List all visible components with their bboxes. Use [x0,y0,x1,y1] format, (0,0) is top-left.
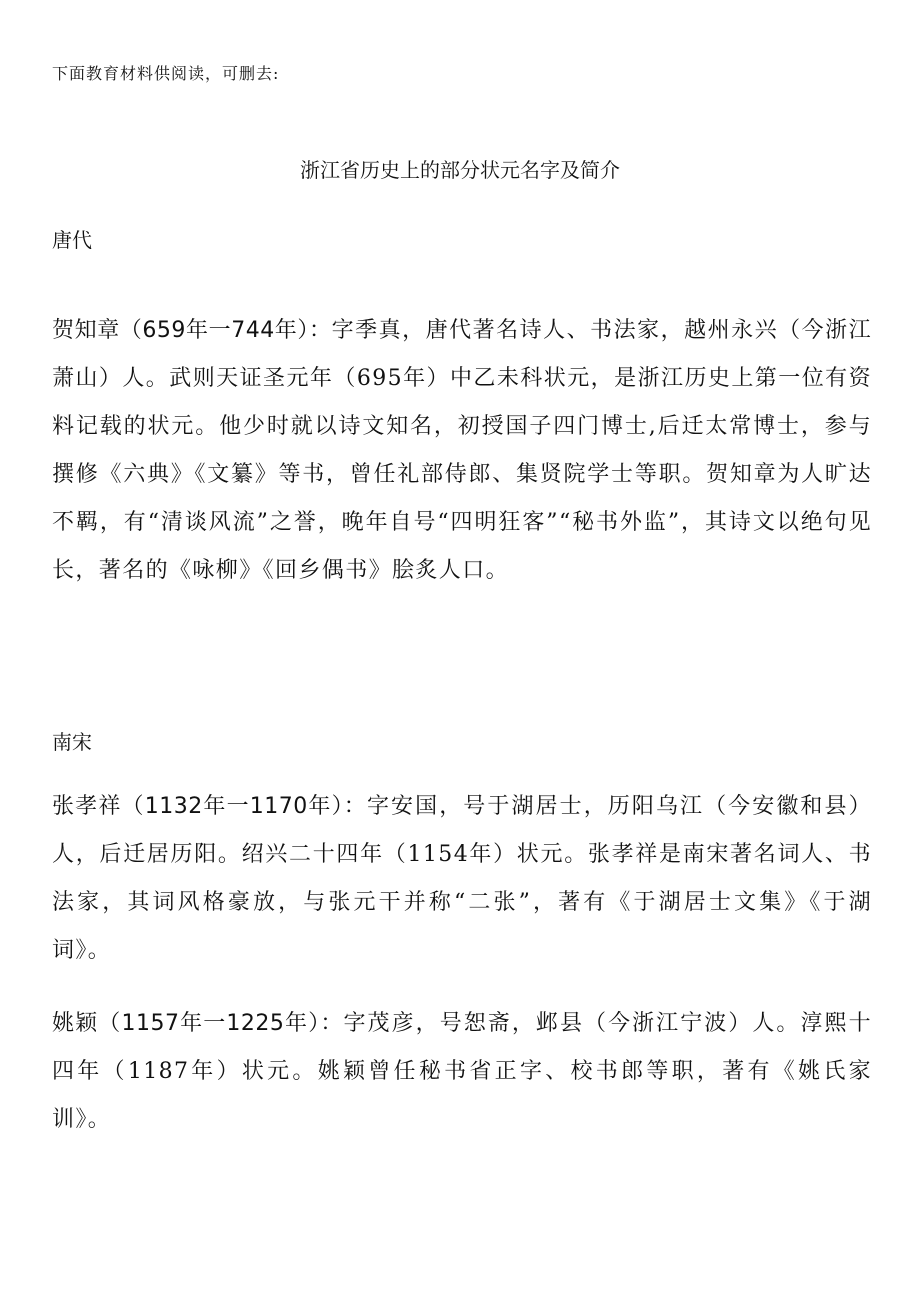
entry-he-zhizhang [52,307,872,595]
entry-zhang-xiaoxiang [52,783,872,975]
entry-text: 字安国，号于湖居士，历阳乌江（今安徽和县）人，后迁居历阳。绍兴二十四年（1154年）状元。张孝祥是南宋著名词人、书法家，其词风格豪放，与张元干并称“二张”，著有《于湖居士文集》《于湖词》。 [52,794,872,963]
entry-text: 字茂彦，号恕斋，邺县（今浙江宁波）人。淳熙十四年（1187年）状元。姚颖曾任秘书省正字、校书郎等职，著有《姚氏家训》。 [52,1011,872,1132]
document-title: 浙江省历史上的部分状元名字及简介 [300,158,620,182]
entry-name: 贺知章（659年一744年）： [52,318,332,343]
section-heading-tang: 唐代 [52,228,92,252]
reading-note: 下面教育材料供阅读，可删去: [52,64,280,83]
entry-name: 张孝祥（1132年一1170年）： [52,794,367,819]
entry-yao-ying [52,1000,872,1144]
entry-text: 字季真，唐代著名诗人、书法家，越州永兴（今浙江萧山）人。武则天证圣元年（695年）中乙未科状元，是浙江历史上第一位有资料记载的状元。他少时就以诗文知名，初授国子四门博士,后迁太常博士，参与撰修《六典》《文纂》等书，曾任礼部侍郎、集贤院学士等职。贺知章为人旷达不羁，有“清谈风流”之誉，晚年自号“四明狂客”“秘书外监”，其诗文以绝句见长，著名的《咏柳》《回乡偶书》脍炙人口。 [52,318,873,583]
section-heading-nansong: 南宋 [52,730,92,754]
entry-name: 姚颖（1157年一1225年）： [52,1011,344,1036]
